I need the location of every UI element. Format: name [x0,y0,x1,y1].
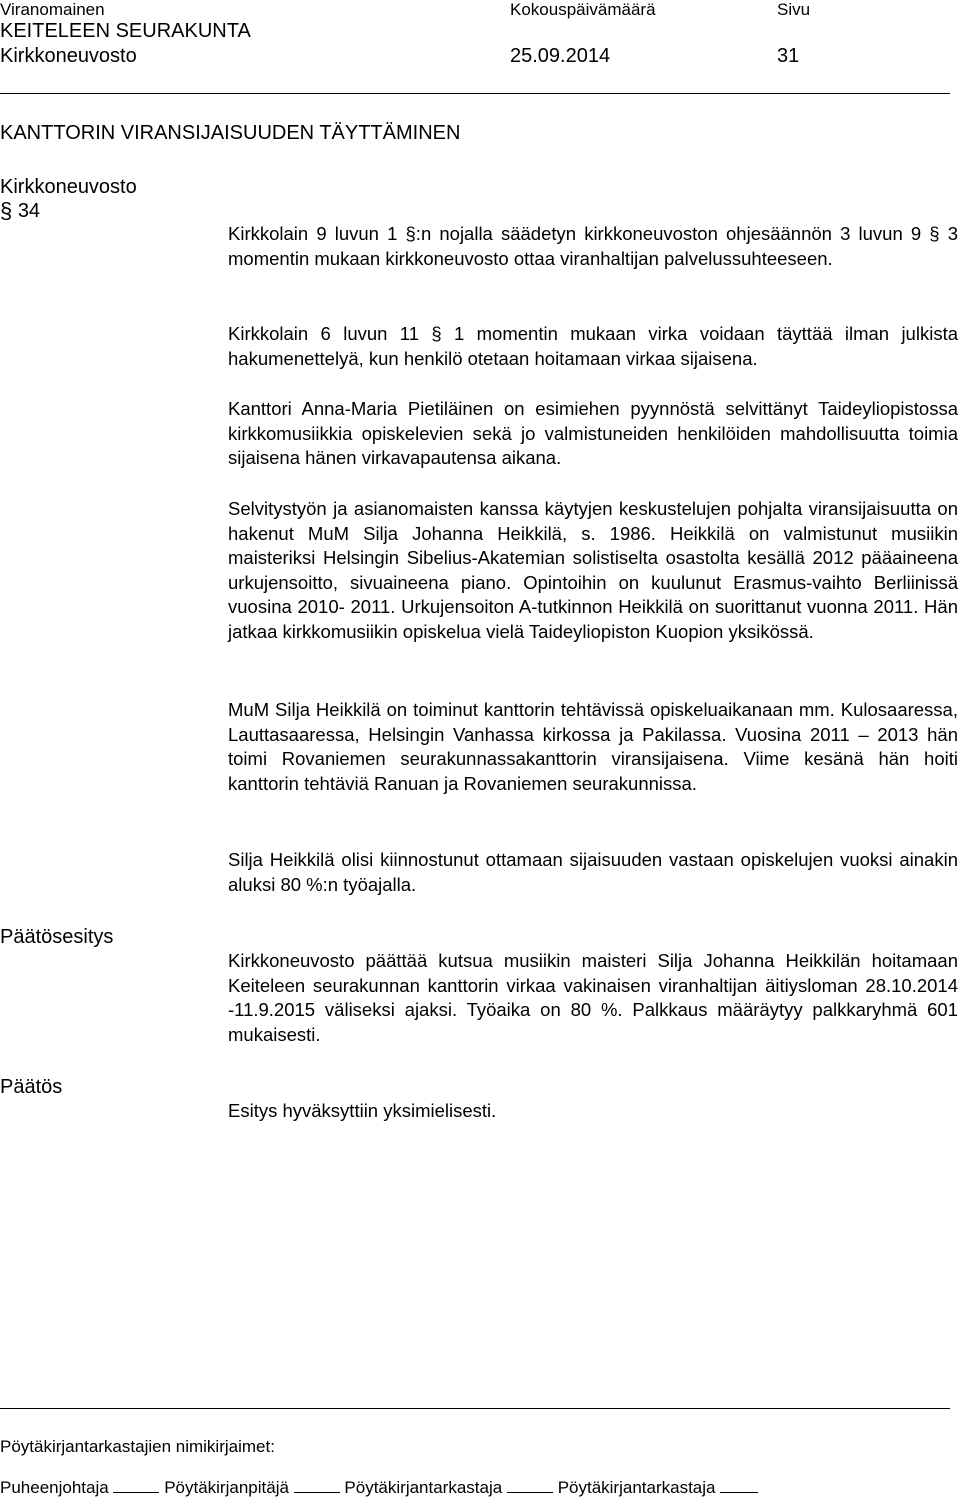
proposal-label: Päätösesitys [0,926,114,948]
signature-chair-blank [113,1478,159,1493]
paragraph-experience: MuM Silja Heikkilä on toiminut kanttorin tehtävissä opiskeluaikanaan mm. Kulosaaressa, Lauttasaaressa, Helsingin Vanhassa kirkossa ja Pakilassa. Vuosina 2011 – 2013 hän toimi Rovaniemen seurakunnassakanttorin viransijaisena. Viime kesänä hän hoiti kanttorin tehtäviä Ranuan ja Rovaniemen seurakunnissa. [228,699,958,794]
paragraph-applicant: Selvitystyön ja asianomaisten kanssa käytyjen keskustelujen pohjalta viransijaisuutta on hakenut MuM Silja Johanna Heikkilä, s. 1986. Heikkilä on valmistunut musiikin maisteriksi Helsingin Sibelius-Akatemian solistiselta osastolta kesällä 2012 pääaineena urkujensoitto, sivuaineena piano. Opintoihin on kuulunut Erasmus-vaihto Berliinissä vuosina 2010- 2011. Urkujensoiton A-tutkinnon Heikkilä on suorittanut vuonna 2011. Hän jatkaa kirkkomusiikin opiskelua vielä Taideyliopiston Kuopion yksikössä. [228,498,958,642]
section-body-name: Kirkkoneuvosto [0,176,137,198]
header-date-label: Kokouspäivämäärä [510,0,656,19]
signature-reviewer-1-label: Pöytäkirjantarkastaja [344,1478,503,1497]
footer-divider [0,1408,950,1409]
signature-secretary-label: Pöytäkirjanpitäjä [164,1478,289,1497]
section-number-value: 34 [17,200,41,222]
paragraph-appointment-rule: Kirkkolain 6 luvun 11 § 1 momentin mukaan virka voidaan täyttää ilman julkista hakumenettelyä, kun henkilö otetaan hoitamaan virkaa sijaisena. [228,323,958,369]
signature-reviewer-1-blank [507,1478,553,1493]
header-authority-label: Viranomainen [0,0,105,19]
paragraph-survey: Kanttori Anna-Maria Pietiläinen on esimiehen pyynnöstä selvittänyt Taideyliopistossa kirkkomusiikkia opiskelevien sekä jo valmistuneiden henkilöiden mahdollisuutta toimia sijaisena hänen virkavapautensa aikana. [228,398,958,469]
paragraph-interest: Silja Heikkilä olisi kiinnostunut ottamaan sijaisuuden vastaan opiskelujen vuoksi ainakin aluksi 80 %:n työajalla. [228,849,958,895]
header-divider [0,93,950,94]
signature-chair-label: Puheenjohtaja [0,1478,109,1497]
decision-text: Esitys hyväksyttiin yksimielisesti. [228,1100,497,1121]
signature-reviewer-2-blank [720,1478,758,1493]
header-page-label: Sivu [777,0,811,19]
header-date-value: 25.09.2014 [510,45,611,67]
signature-secretary-blank [294,1478,340,1493]
proposal-text: Kirkkoneuvosto päättää kutsua musiikin maisteri Silja Johanna Heikkilän hoitamaan Keiteleen seurakunnan kanttorin virkaa vakinaisen viranhaltijan äitiysloman 28.10.2014 -11.9.2015 väliseksi ajaksi. Työaika on 80 %. Palkkaus määräytyy palkkaryhmä 601 mukaisesti. [228,950,958,1045]
signature-reviewer-2-label: Pöytäkirjantarkastaja [557,1478,716,1497]
paragraph-legal-basis: Kirkkolain 9 luvun 1 §:n nojalla säädetyn kirkkoneuvoston ohjesäännön 3 luvun 9 § 3 momentin mukaan kirkkoneuvosto ottaa viranhaltijan palvelussuhteeseen. [228,223,958,269]
decision-label: Päätös [0,1076,63,1098]
section-number [0,199,40,223]
organization-name: KEITELEEN SEURAKUNTA [0,20,251,42]
header-authority-value: Kirkkoneuvosto [0,45,137,67]
section-symbol: § [0,198,13,223]
header-page-value: 31 [777,45,800,67]
page-title: KANTTORIN VIRANSIJAISUUDEN TÄYTTÄMINEN [0,122,461,144]
footer-initials-label: Pöytäkirjantarkastajien nimikirjaimet: [0,1437,275,1456]
footer-signature-row [0,1478,758,1498]
